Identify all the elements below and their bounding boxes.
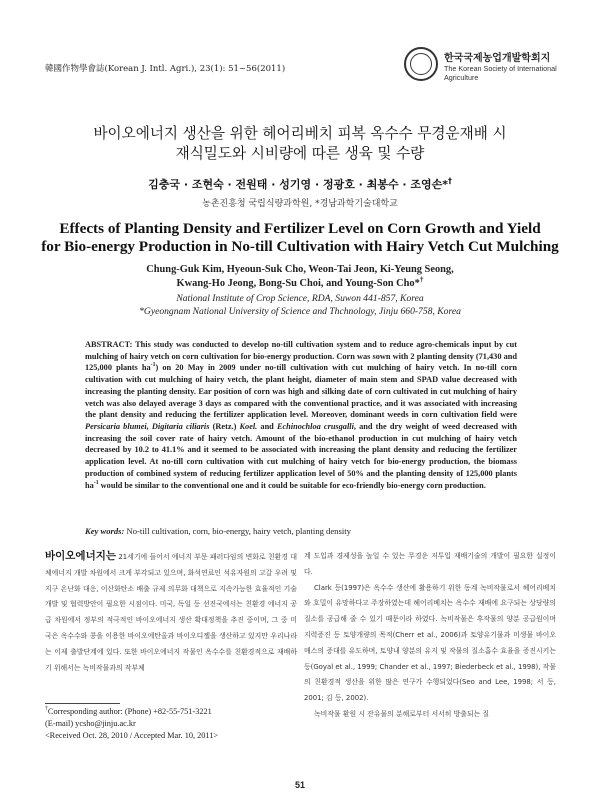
society-seal-icon (404, 47, 438, 81)
paragraph: 계 도입과 경제성을 높일 수 있는 무경운 저투입 재배기술의 개발이 필요한 실정이다. (304, 552, 556, 576)
affiliation-korean: 농촌진흥청 국립식량과학원, *경남과학기술대학교 (202, 199, 398, 209)
body-column-right (304, 549, 556, 723)
keywords-text: No-till cultivation, corn, bio-energy, hairy vetch, planting density (126, 526, 351, 536)
lead-word: 바이오에너지는 (45, 550, 117, 562)
abstract-label: ABSTRACT: (85, 340, 133, 349)
abstract: ABSTRACT: This study was conducted to develop no-till cultivation system and to reduce agro-chemicals input by cut mulching of hairy vetch on corn cultivation for bio-energy production. Corn was sown with 2 planting density (71,430 and 125,000 plants $ha^{-1}$) on 20 May in 2009 under no-till cultivation with cut mulching of hairy vetch. In no-till corn cultivation with cut mulching of hairy vetch, the plant height, diameter of main stem and SPAD value decreased with increasing the planting density. Ear position of corn was high and silking date of corn cultivated in cut mulching of hairy vetch was also delayed average 3 days as compared with the conventional practice, and it was associated with increasing the plant density and reducing the fertilizer application level. Moreover, dominant weeds in corn cultivation field were Persicaria blumei, Digitaria ciliaris (Retz.) Koel. and Echinochloa crusgalli, and the dry weight of weed decreased with increasing the soil cover rate of hairy vetch. Amount of the bio-ethanol production in cut mulching of hairy vetch decreased by 10.2 to 41.1% and it seemed to be associated with increasing the plant density and reducing the fertilizer application level. At no-till corn cultivation with cut mulching of hairy vetch for bio-energy production, the biomass production of combined system of reducing fertilizer application level of 50% and the planting density of 125,000 plants $ha^{-1}$ would be similar to the conventional one and it could be suitable for eco-friendly bio-energy corn production. (85, 340, 517, 490)
paragraph: Clark 등(1997)은 옥수수 생산에 활용하기 위한 동계 녹비작물로서 헤어리베치와 호밀이 유망하다고 주장하였는데 헤어리베치는 옥수수 재배에 요구되는 상당량의 질소를 공급해 줄 수 있기 때문이라 하였다. 녹비작물은 후작물의 양분 공급원이며 지력증진 등 토양개량의 목적(Cherr et al., 2006)과 토양유기물과 미생물 바이오매스의 증대를 유도하며, 토양내 양분의 유지 및 작물의 질소흡수 효율을 증진시키는 등(Goyal et al., 1999; Chander et al., 1997; Biederbeck et al., 1998), 작물의 친환경적 생산을 위한 많은 연구가 수행되었다(Seo and Lee, 1998; 서 등, 2001; 김 등, 2002). (304, 583, 556, 703)
page-number: 51 (294, 780, 305, 790)
society-name-ko: 한국국제농업개발학회지 (444, 53, 551, 64)
title-korean: 바이오에너지 생산을 위한 헤어리베치 피복 옥수수 무경운재배 시 재식밀도와 시비량에 따른 생육 및 수량 (93, 125, 507, 162)
authors-english: Chung-Guk Kim, Hyeoun-Suk Cho, Weon-Tai Jeon, Ki-Yeung Seong, Kwang-Ho Jeong, Bong-Su Choi, and Young-Son Cho*† (146, 264, 454, 289)
authors-korean: 김충국 · 조현숙 · 전원태 · 성기영 · 정광호 · 최봉수 · 조영손*† (148, 176, 452, 191)
title-english: Effects of Planting Density and Fertilizer Level on Corn Growth and Yield for Bio-energy Production in No-till Cultivation with Hairy Vetch Cut Mulching (41, 220, 559, 255)
society-name-en: The Korean Society of International Agriculture (444, 64, 557, 82)
paragraph: 녹비작물 환원 시 잔유물의 분해로부터 서서히 방출되는 질 (314, 709, 490, 718)
footnote: †Corresponding author: (Phone) +82-55-751-3221 (E-mail) ycsho@jinju.ac.kr <Received Oct. 28, 2010 / Accepted Mar. 10, 2011> (45, 706, 219, 740)
society-logo (404, 47, 559, 95)
body-column-left: 바이오에너지는 21세기에 들어서 에너지 부문 패러다임의 변화로 친환경 대체에너지 개발 차원에서 크게 부각되고 있으며, 화석연료인 석유자원의 고갈 우려 및 지구 온난화 대응, 이산화탄소 배출 규제 의무화 대책으로 지속가능한 효율적인 기술개발 및 협력방안이 필요한 시점이다. 미국, 독일 등 선진국에서는 친환경 에너지 공급 차원에서 정부의 적극적인 바이오에너지 생산 확대정책을 추진 중이며, 그 중 미국은 옥수수와 콩을 이용한 바이오에탄올과 바이오디젤을 생산하고 있지만 우리나라는 이제 출발단계에 있다. 또한 바이오에너지 작물인 옥수수를 친환경적으로 재배하기 위해서는 녹비작물과의 작부체 (45, 550, 297, 672)
journal-header: 韓國作物學會誌(Korean J. Intl. Agri.), 23(1): 51~56(2011) (45, 64, 286, 74)
keywords (85, 526, 517, 536)
affiliation-english: National Institute of Crop Science, RDA, Suwon 441-857, Korea *Gyeongnam National University of Science and Thchnology, Jinju 660-758, Korea (139, 293, 461, 317)
keywords-label: Key words: (85, 526, 125, 536)
footnote-divider (45, 703, 120, 704)
